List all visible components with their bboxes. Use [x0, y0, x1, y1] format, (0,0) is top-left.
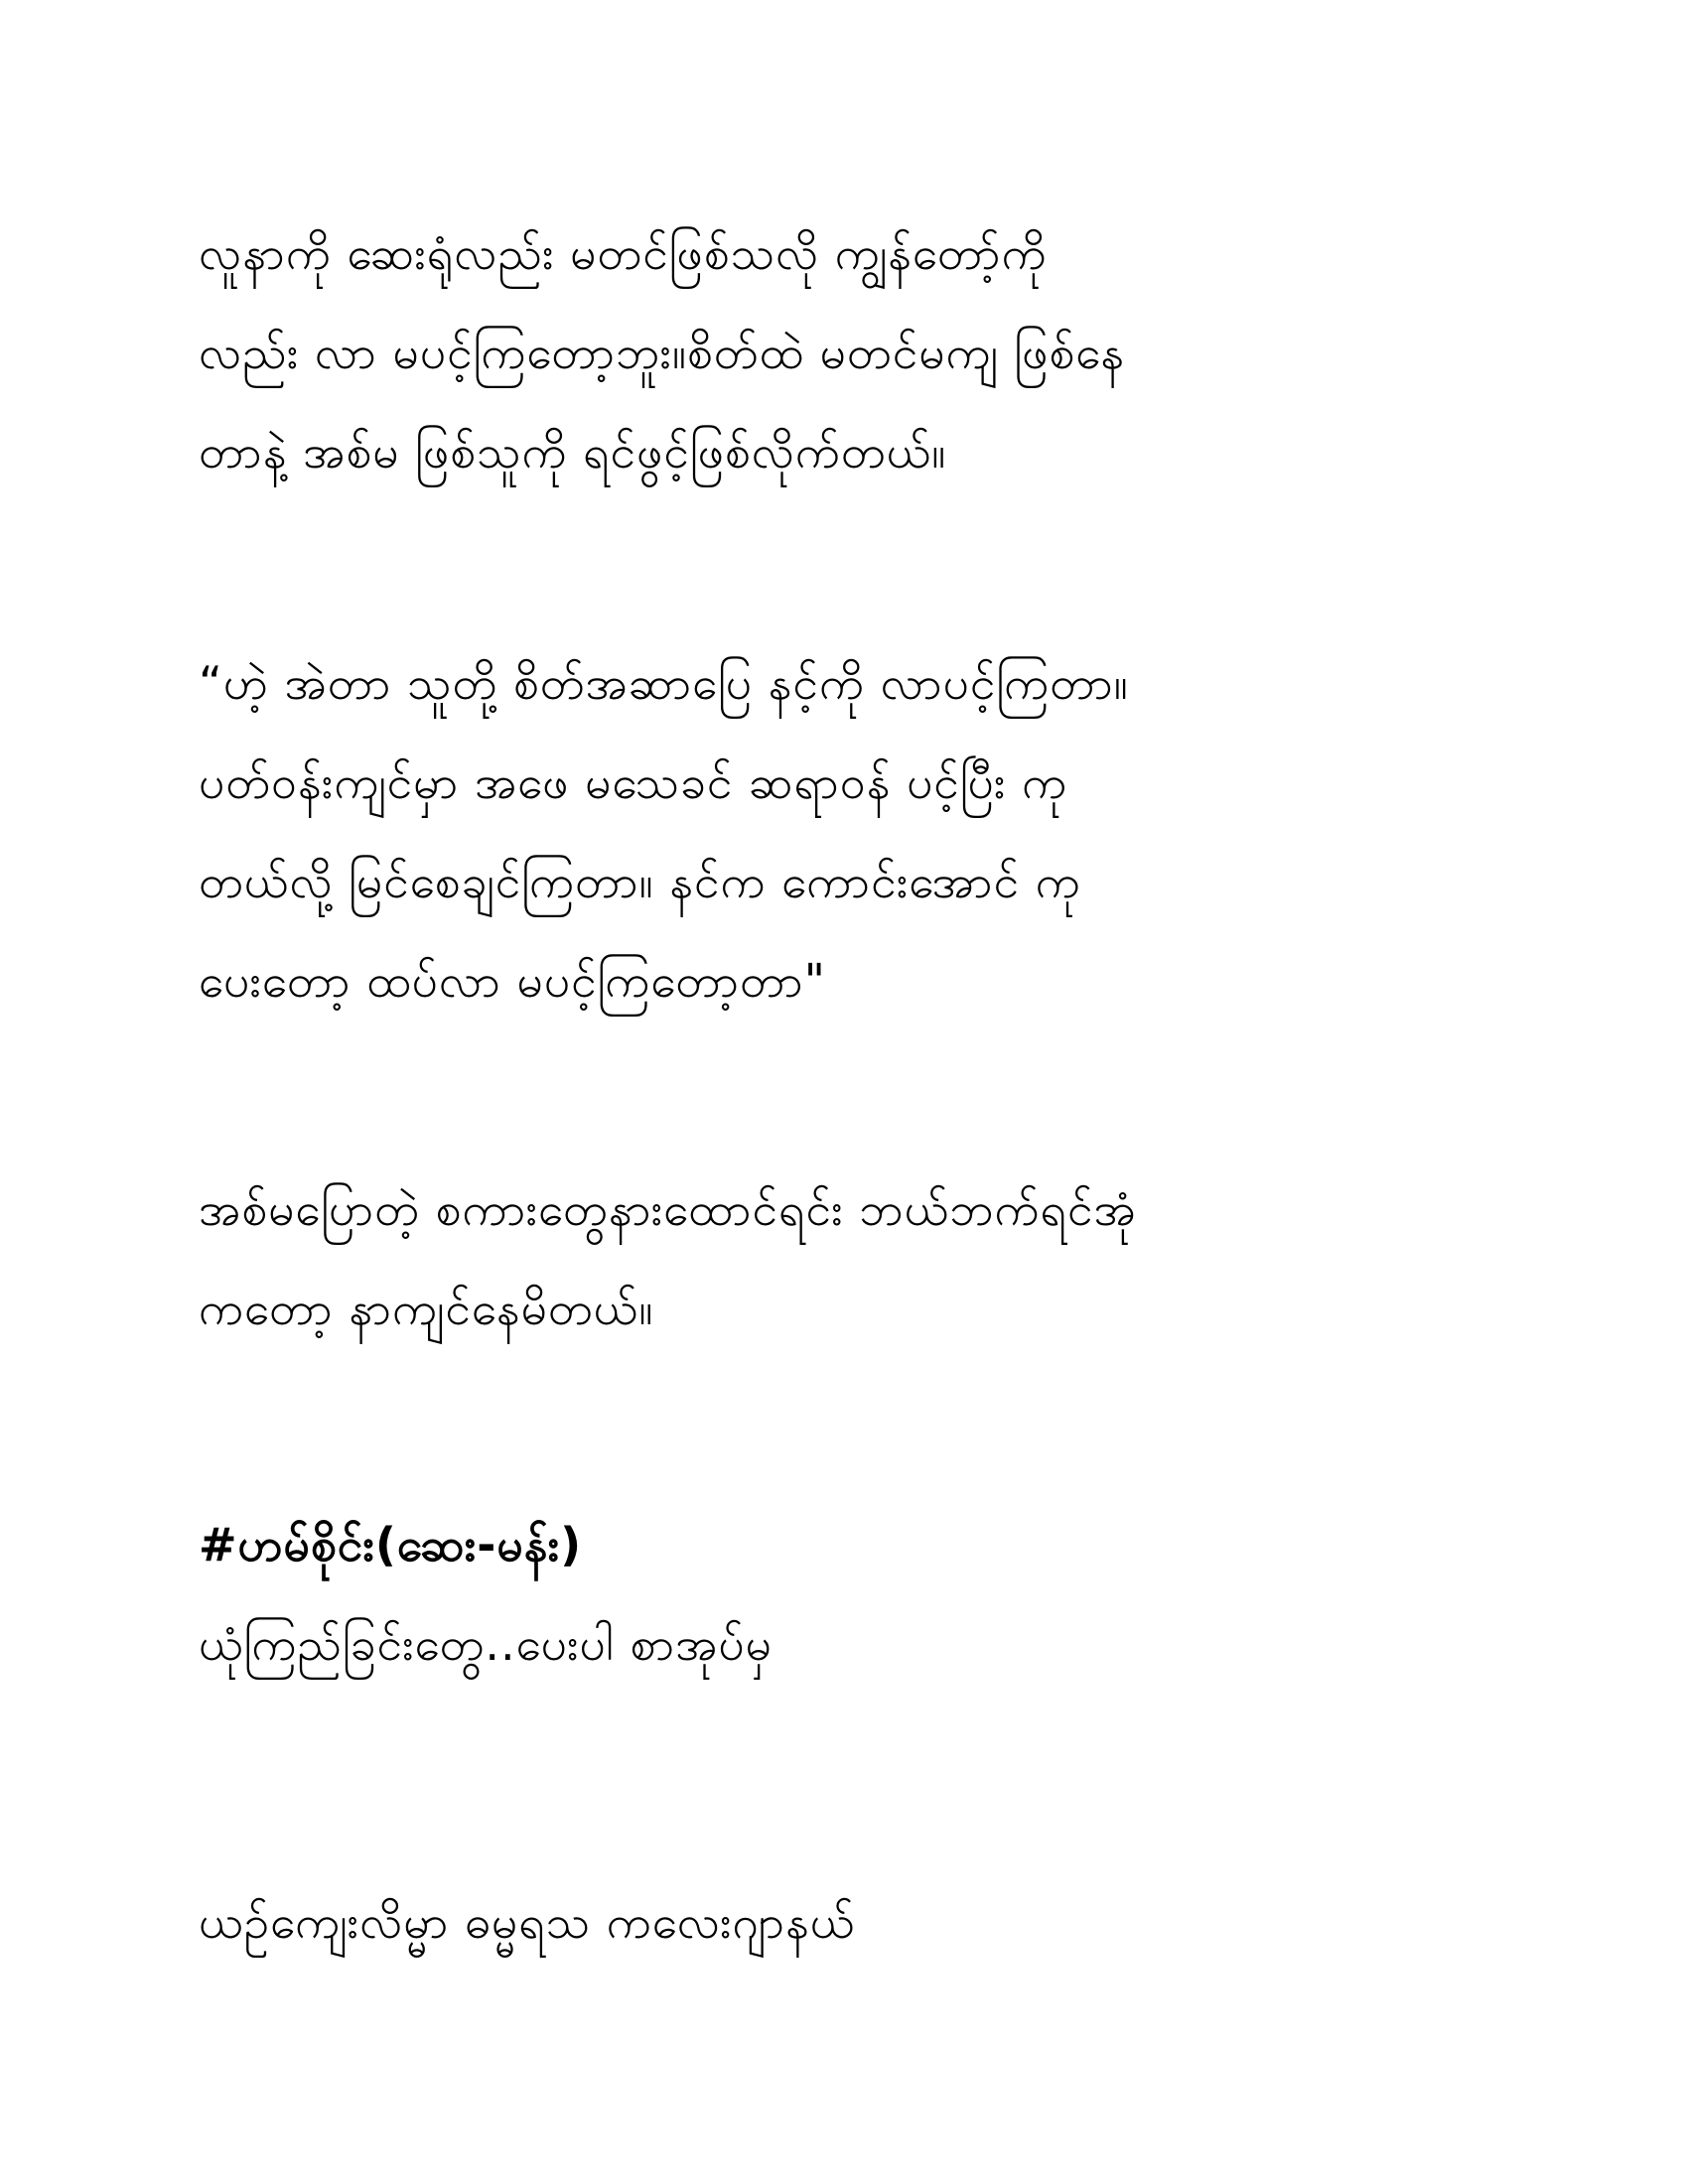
text-line: ပေးတော့ ထပ်လာ မပင့်ကြတော့တာ": [199, 954, 826, 1008]
text-line: လည်း လာ မပင့်ကြတော့ဘူး။စိတ်ထဲ မတင်မကျ ဖြစ်နေ: [199, 326, 1126, 379]
journal-credit: [199, 1872, 1509, 1972]
paragraph-1: [199, 204, 1509, 501]
text-line: “ဟဲ့ အဲတာ သူတို့ စိတ်အဆာပြေ နင့်ကို လာပင့်ကြတာ။: [199, 656, 1129, 710]
text-line: လူနာကို ဆေးရုံလည်း မတင်ဖြစ်သလို ကျွန်တော့်ကို: [199, 226, 1048, 280]
text-line: အစ်မပြောတဲ့ စကားတွေနားထောင်ရင်း ဘယ်ဘက်ရင်အုံ: [199, 1182, 1137, 1236]
journal-name: ယဉ်ကျေးလိမ္မာ ဓမ္မရသ ကလေးဂျာနယ်: [199, 1895, 856, 1949]
author-credit: [199, 1495, 1509, 1694]
text-line: တယ်လို့ မြင်စေချင်ကြတာ။ နင်က ကောင်းအောင် ကု: [199, 855, 1081, 908]
paragraph-3: [199, 1160, 1509, 1358]
paragraph-2-quote: [199, 633, 1509, 1030]
author-hashtag: #ဟမ်စိုင်း(ဆေး-မန်း): [199, 1518, 583, 1571]
book-source: ယုံကြည်ခြင်းတွေ..ပေးပါ စာအုပ်မှ: [199, 1617, 773, 1671]
text-line: တာနဲ့ အစ်မ ဖြစ်သူကို ရင်ဖွင့်ဖြစ်လိုက်တယ်။: [199, 425, 947, 478]
text-line: ကတော့ နာကျင်နေမိတယ်။: [199, 1282, 654, 1335]
text-line: ပတ်ဝန်းကျင်မှာ အဖေ မသေခင် ဆရာဝန် ပင့်ပြီး ကု: [199, 755, 1068, 809]
